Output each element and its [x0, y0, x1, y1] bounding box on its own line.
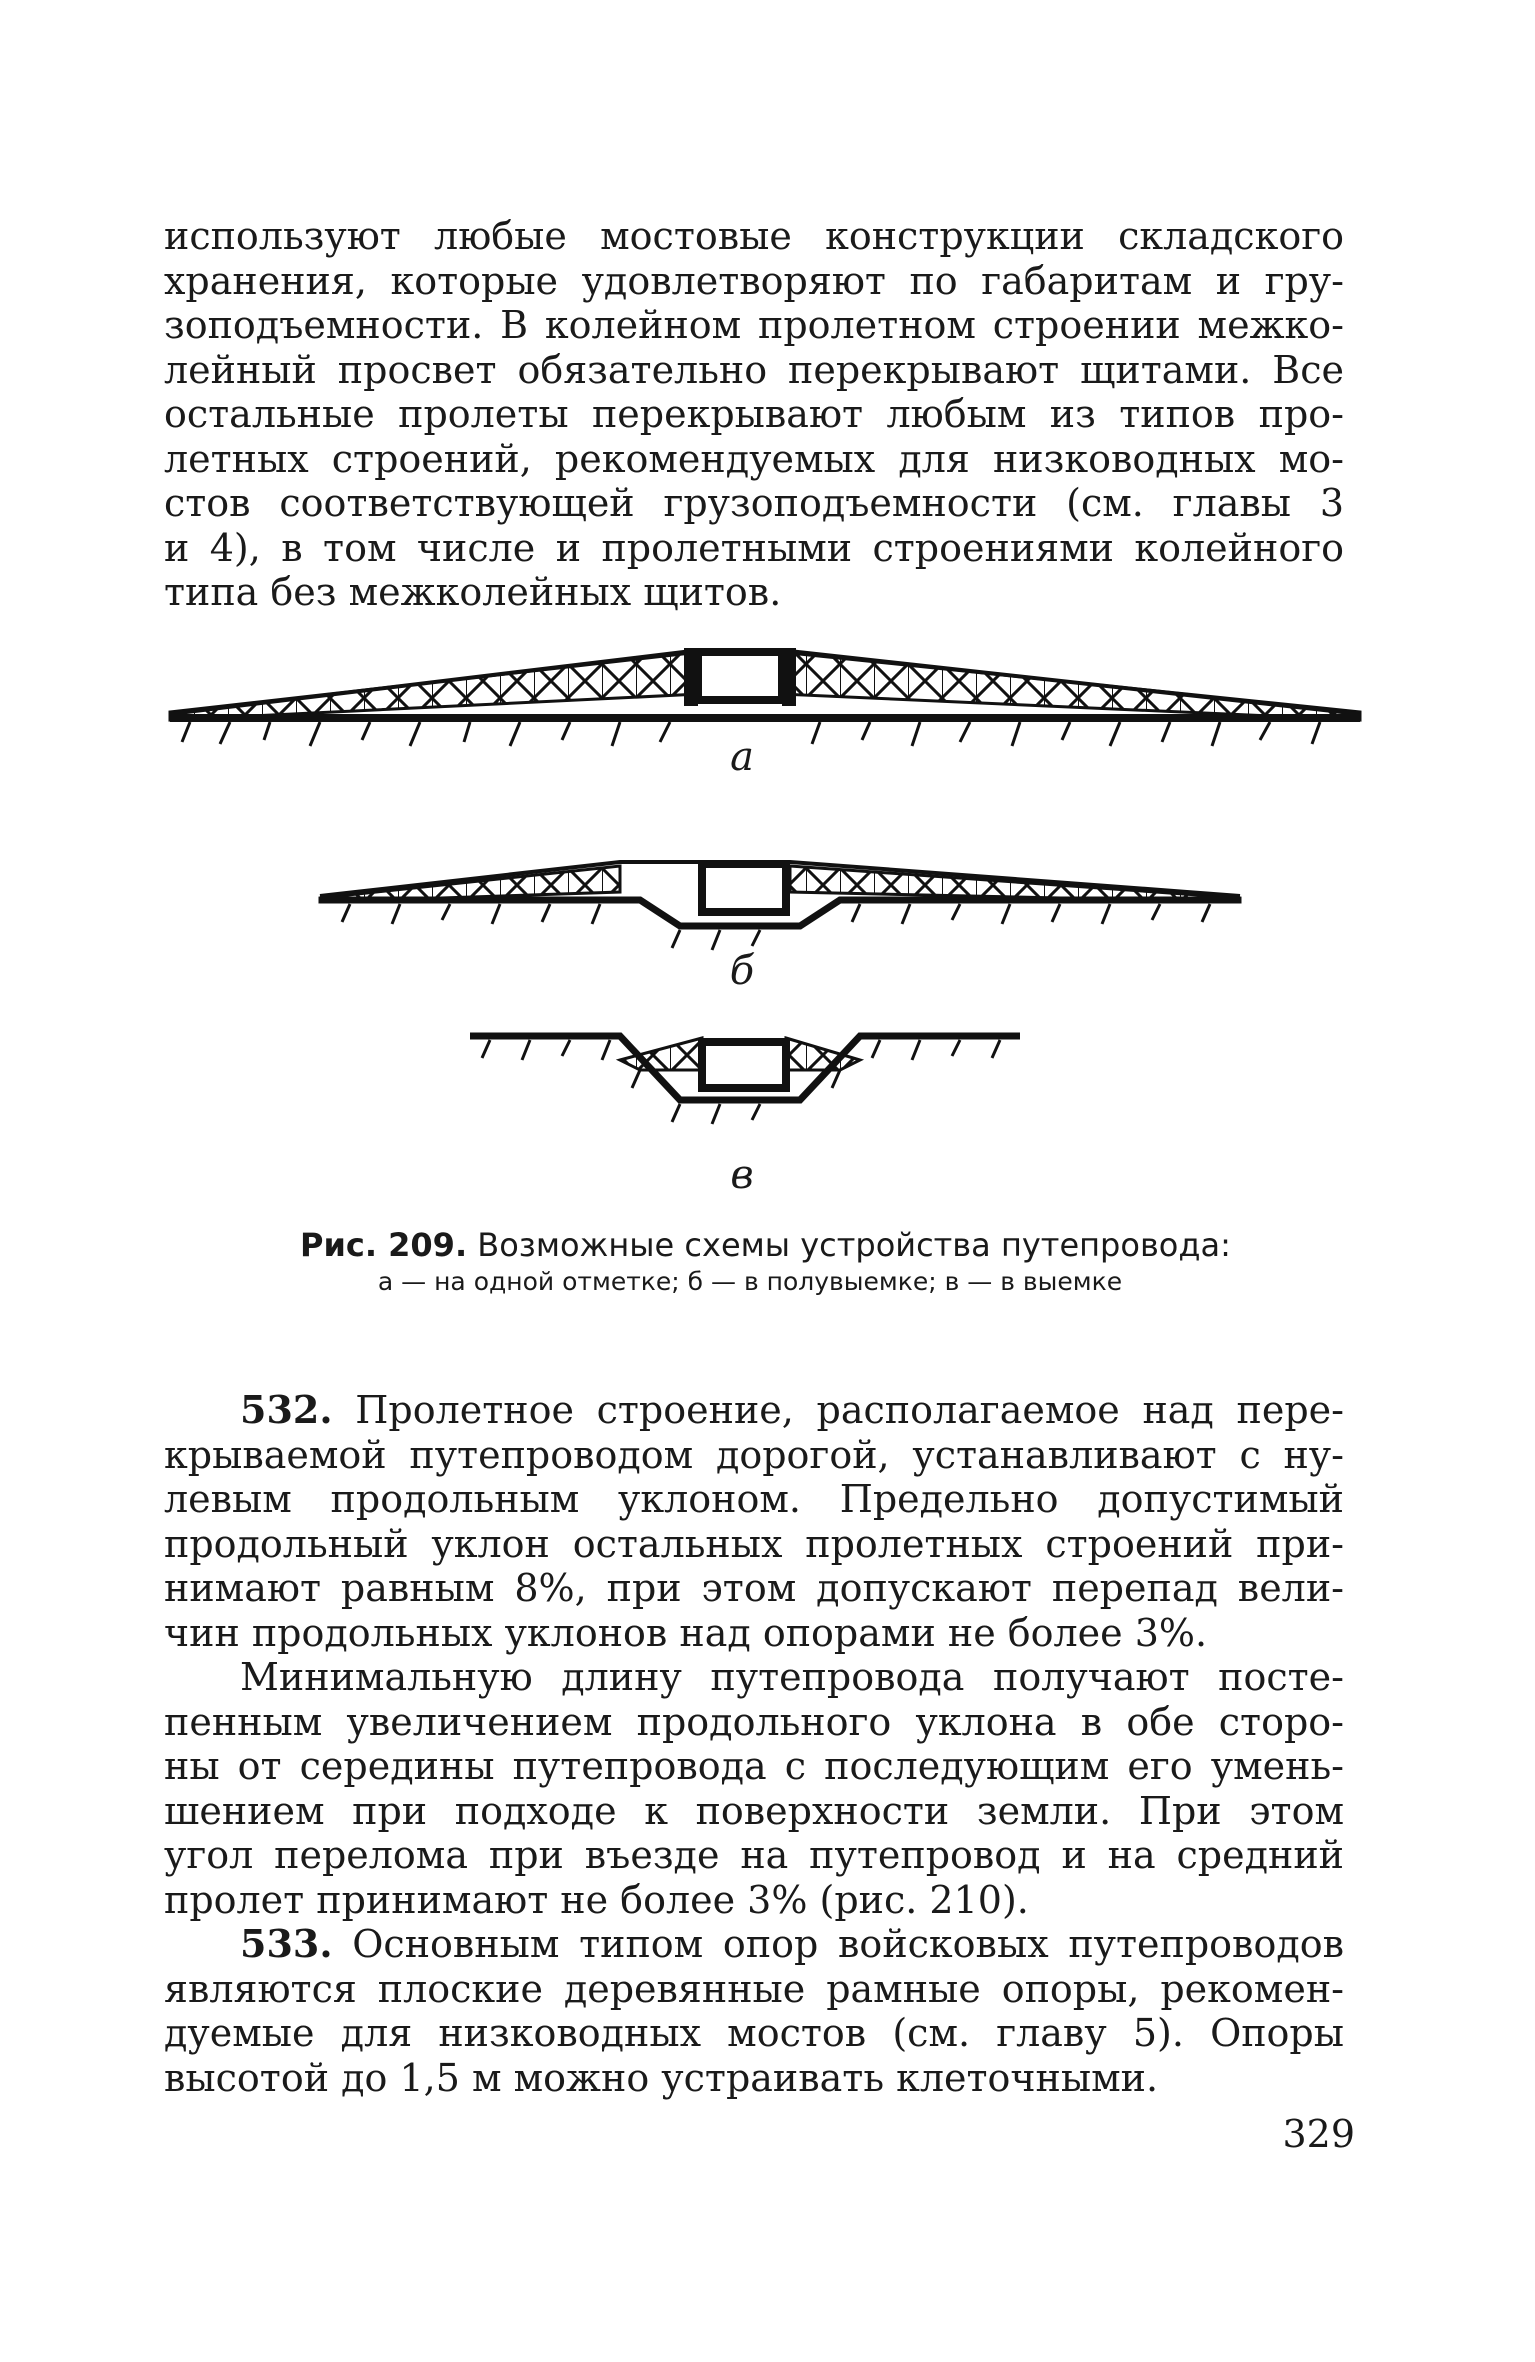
figure-caption	[300, 1225, 1231, 1299]
text-line: дуемые для низководных мостов (см. главу 5). Опоры	[164, 2011, 1344, 2055]
text-line: угол перелома при въезде на путепровод и на средний	[164, 1833, 1344, 1877]
paragraphs-bottom	[164, 1388, 1344, 2100]
section-532-first-line	[164, 1388, 1344, 1433]
caption-legend: а — на одной отметке; б — в полувыемке; в — в выемке	[377, 1267, 1123, 1296]
text-line: Основным типом опор войсковых путепроводов	[352, 1922, 1344, 1966]
text-line: Пролетное строение, располагаемое над пере-	[355, 1388, 1344, 1432]
text-line: используют любые мостовые конструкции складского	[164, 214, 1344, 258]
truss-left-a	[170, 652, 700, 720]
truss-right-a	[780, 652, 1360, 720]
text-line: пролет принимают не более 3% (рис. 210).	[164, 1877, 1029, 1922]
scheme-a	[170, 648, 1360, 746]
label-b: б	[729, 948, 755, 994]
caption-number: Рис. 209.	[300, 1226, 468, 1264]
central-span-a	[698, 652, 782, 700]
text-line: чин продольных уклонов над опорами не более 3%.	[164, 1610, 1208, 1655]
section-number-533: 533.	[240, 1921, 333, 1966]
figure-209	[160, 630, 1380, 1210]
text-line: Минимальную длину путепровода получают посте-	[240, 1655, 1344, 1699]
text-line: нимают равным 8%, при этом допускают перепад вели-	[164, 1566, 1344, 1610]
text-line: зоподъемности. В колейном пролетном строении межко-	[164, 303, 1344, 347]
section-number-532: 532.	[240, 1387, 333, 1432]
text-line: лейный просвет обязательно перекрывают щитами. Все	[164, 347, 1344, 392]
scheme-b	[320, 862, 1240, 950]
central-span-c	[702, 1042, 786, 1088]
text-line: пенным увеличением продольного уклона в обе сторо-	[164, 1699, 1344, 1744]
text-line: летных строений, рекомендуемых для низководных мо-	[164, 436, 1344, 481]
label-a: а	[730, 734, 754, 780]
caption-title: Возможные схемы устройства путепровода:	[477, 1226, 1231, 1264]
text-line: левым продольным уклоном. Предельно допустимый	[164, 1477, 1344, 1521]
text-line: шением при подходе к поверхности земли. При этом	[164, 1788, 1344, 1833]
section-533-first-line	[164, 1922, 1344, 1967]
scheme-c	[470, 1036, 1020, 1124]
text-line: стов соответствующей грузоподъемности (см. главы 3	[164, 481, 1344, 525]
text-line: продольный уклон остальных пролетных строений при-	[164, 1521, 1344, 1566]
paragraph-top	[164, 214, 1344, 615]
text-line: и 4), в том числе и пролетными строениями колейного	[164, 525, 1344, 570]
overpass-diagrams	[160, 630, 1380, 1210]
text-line: ны от середины путепровода с последующим его умень-	[164, 1744, 1344, 1788]
text-line: высотой до 1,5 м можно устраивать клеточными.	[164, 2055, 1159, 2100]
text-line: крываемой путепроводом дорогой, устанавливают с ну-	[164, 1432, 1344, 1477]
text-line: являются плоские деревянные рамные опоры, рекомен-	[164, 1966, 1344, 2011]
page-number: 329	[1282, 2112, 1355, 2156]
central-span-b	[702, 864, 786, 912]
label-c: в	[730, 1152, 754, 1198]
text-line: типа без межколейных щитов.	[164, 570, 782, 614]
text-line: хранения, которые удовлетворяют по габаритам и гру-	[164, 258, 1344, 303]
text-line: остальные пролеты перекрывают любым из типов про-	[164, 392, 1344, 436]
